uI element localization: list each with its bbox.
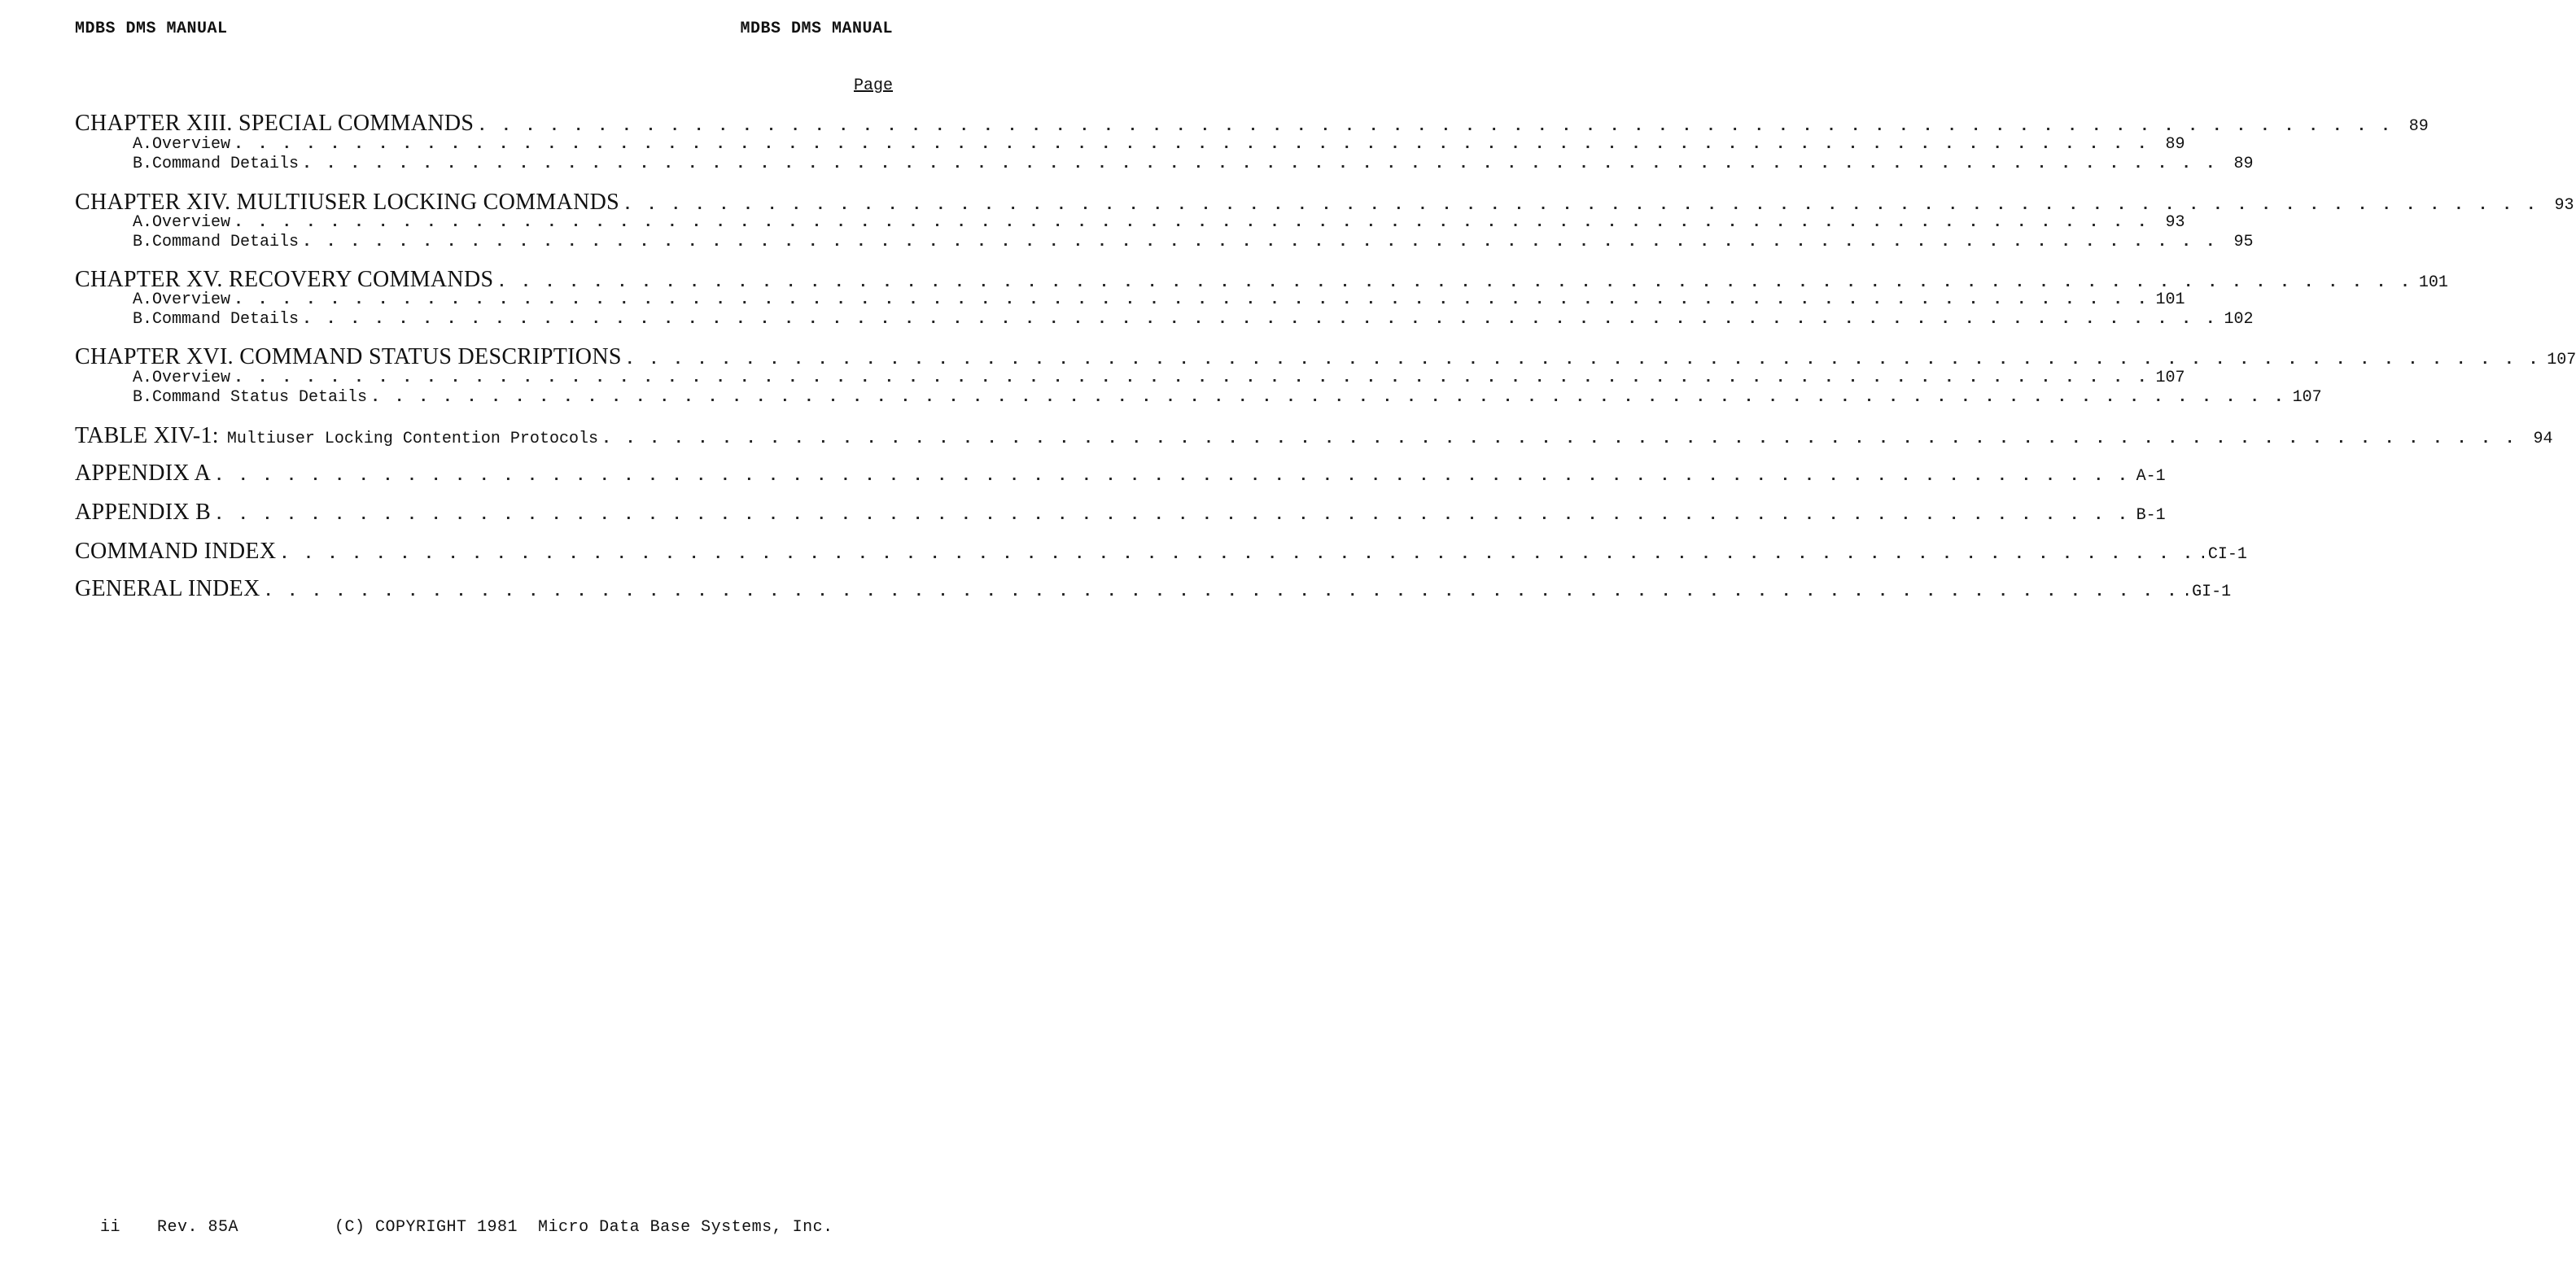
toc-entry-ch16-overview[interactable] (133, 369, 2185, 387)
toc-page-number: 107 (2155, 369, 2185, 387)
toc-chapter-title: CHAPTER XIV. MULTIUSER LOCKING COMMANDS (75, 190, 619, 215)
toc-entry-ch14-command-details[interactable] (133, 233, 2254, 251)
toc-section-title: Overview (152, 290, 231, 309)
toc-entry-ch14-overview[interactable] (133, 213, 2185, 232)
toc-index-title: COMMAND INDEX (75, 539, 277, 564)
toc-page-number: 95 (2233, 233, 2254, 251)
toc-section-title: Command Details (152, 155, 300, 173)
toc-section-letter: B. (133, 233, 153, 251)
toc-appendix-title: APPENDIX B (75, 500, 212, 525)
toc-section-title: Overview (152, 213, 231, 232)
toc-section-title: Overview (152, 135, 231, 154)
dot-leader: . . . . . . . . . . . . . . . . . . . . . . . . . . . . . . . . . . . . . . . . . . . . . . . . . . . . . . . . . . . . . . . . . . . . . . . . . . . . . . . . (234, 213, 2150, 232)
toc-section-letter: A. (133, 213, 153, 232)
toc-section-letter: A. (133, 135, 153, 154)
toc-chapter-title: CHAPTER XV. RECOVERY COMMANDS (75, 267, 494, 292)
toc-section-title: Command Status Details (152, 388, 368, 407)
toc-section-letter: B. (133, 155, 153, 173)
toc-section-letter: A. (133, 369, 153, 387)
toc-page-number: 89 (2408, 117, 2429, 136)
toc-page-number: 89 (2165, 135, 2185, 154)
toc-entry-chapter-15[interactable] (75, 267, 2448, 293)
toc-entry-chapter-16[interactable] (75, 344, 2576, 370)
footer-revision: Rev. 85A (157, 1218, 239, 1237)
dot-leader: . . . . . . . . . . . . . . . . . . . . . . . . . . . . . . . . . . . . . . . . . . . . . . . . . . . . . . . . . . . . . . . . . . . . . . . . . . . . . . . . (623, 196, 2539, 215)
toc-section-letter: B. (133, 388, 153, 407)
toc-entry-appendix-b[interactable] (75, 500, 2166, 526)
toc-page-number: 107 (2547, 351, 2576, 369)
toc-entry-ch16-command-status-details[interactable] (133, 388, 2322, 407)
toc-page-number: 89 (2233, 155, 2254, 173)
toc-entry-command-index[interactable] (75, 539, 2247, 565)
toc-page-number: 93 (2165, 213, 2185, 232)
footer-page-number: ii (100, 1218, 121, 1237)
toc-section-title: Overview (152, 369, 231, 387)
toc-entry-ch15-command-details[interactable] (133, 310, 2254, 329)
dot-leader: . . . . . . . . . . . . . . . . . . . . . . . . . . . . . . . . . . . . . . . . . . . . . . . . . . . . . . . . . . . . . . . . . . . . . . . . . . . . . . . . (234, 369, 2150, 387)
dot-leader: . . . . . . . . . . . . . . . . . . . . . . . . . . . . . . . . . . . . . . . . . . . . . . . . . . . . . . . . . . . . . . . . . . . . . . . . . . . . . . . . (214, 506, 2130, 525)
toc-page-number: .GI-1 (2182, 583, 2232, 601)
dot-leader: . . . . . . . . . . . . . . . . . . . . . . . . . . . . . . . . . . . . . . . . . . . . . . . . . . . . . . . . . . . . . . . . . . . . . . . . . . . . . . . . (477, 117, 2393, 136)
dot-leader: . . . . . . . . . . . . . . . . . . . . . . . . . . . . . . . . . . . . . . . . . . . . . . . . . . . . . . . . . . . . . . . . . . . . . . . . . . . . . . . . (234, 135, 2150, 154)
toc-page-number: 102 (2224, 310, 2254, 329)
toc-entry-chapter-14[interactable] (75, 190, 2574, 216)
footer-copyright: (C) COPYRIGHT 1981 Micro Data Base Systems, Inc. (335, 1218, 833, 1237)
dot-leader: . . . . . . . . . . . . . . . . . . . . . . . . . . . . . . . . . . . . . . . . . . . . . . . . . . . . . . . . . . . . . . . . . . . . . . . . . . . . . . . . (302, 310, 2218, 329)
toc-entry-table-14-1[interactable] (75, 423, 2553, 449)
toc-page-number: 101 (2418, 273, 2448, 292)
toc-entry-general-index[interactable] (75, 576, 2232, 602)
toc-appendix-title: APPENDIX A (75, 461, 212, 486)
dot-leader: . . . . . . . . . . . . . . . . . . . . . . . . . . . . . . . . . . . . . . . . . . . . . . . . . . . . . . . . . . . . . . . . . . . . . . . . . . . . . . . . (279, 545, 2195, 564)
dot-leader: . . . . . . . . . . . . . . . . . . . . . . . . . . . . . . . . . . . . . . . . . . . . . . . . . . . . . . . . . . . . . . . . . . . . . . . . . . . . . . . . (496, 273, 2412, 292)
toc-entry-appendix-a[interactable] (75, 461, 2166, 487)
dot-leader: . . . . . . . . . . . . . . . . . . . . . . . . . . . . . . . . . . . . . . . . . . . . . . . . . . . . . . . . . . . . . . . . . . . . . . . . . . . . . . . . (370, 388, 2286, 407)
toc-entry-ch13-command-details[interactable] (133, 155, 2254, 173)
toc-page-number: .CI-1 (2198, 545, 2247, 564)
toc-page-number: 93 (2554, 196, 2574, 215)
page-footer (80, 1199, 833, 1237)
toc-table-title: Multiuser Locking Contention Protocols (226, 430, 598, 448)
page-column-label: Page (853, 76, 893, 95)
toc-page-number: 94 (2533, 430, 2553, 448)
dot-leader: . . . . . . . . . . . . . . . . . . . . . . . . . . . . . . . . . . . . . . . . . . . . . . . . . . . . . . . . . . . . . . . . . . . . . . . . . . . . . . . . (601, 430, 2517, 448)
running-header-left: MDBS DMS MANUAL (75, 20, 228, 38)
toc-section-title: Command Details (152, 310, 300, 329)
toc-entry-chapter-13[interactable] (75, 111, 2429, 137)
running-header-right: MDBS DMS MANUAL (740, 20, 893, 38)
toc-section-letter: A. (133, 290, 153, 309)
toc-entry-ch15-overview[interactable] (133, 290, 2185, 309)
toc-chapter-title: CHAPTER XVI. COMMAND STATUS DESCRIPTIONS (75, 344, 622, 369)
dot-leader: . . . . . . . . . . . . . . . . . . . . . . . . . . . . . . . . . . . . . . . . . . . . . . . . . . . . . . . . . . . . . . . . . . . . . . . . . . . . . . . . (214, 467, 2130, 486)
toc-page-number: 101 (2155, 290, 2185, 309)
toc-index-title: GENERAL INDEX (75, 576, 260, 601)
toc-page-number: B-1 (2136, 506, 2166, 525)
toc-page-number: 107 (2292, 388, 2322, 407)
toc-section-title: Command Details (152, 233, 300, 251)
dot-leader: . . . . . . . . . . . . . . . . . . . . . . . . . . . . . . . . . . . . . . . . . . . . . . . . . . . . . . . . . . . . . . . . . . . . . . . . . . . . . . . . (234, 290, 2150, 309)
toc-table-label: TABLE XIV-1: (75, 423, 219, 448)
toc-chapter-title: CHAPTER XIII. SPECIAL COMMANDS (75, 111, 475, 136)
dot-leader: . . . . . . . . . . . . . . . . . . . . . . . . . . . . . . . . . . . . . . . . . . . . . . . . . . . . . . . . . . . . . . . . . . . . . . . . . . . . . . . . (302, 233, 2218, 251)
dot-leader: . . . . . . . . . . . . . . . . . . . . . . . . . . . . . . . . . . . . . . . . . . . . . . . . . . . . . . . . . . . . . . . . . . . . . . . . . . . . . . . . (624, 351, 2541, 369)
dot-leader: . . . . . . . . . . . . . . . . . . . . . . . . . . . . . . . . . . . . . . . . . . . . . . . . . . . . . . . . . . . . . . . . . . . . . . . . . . . . . . . . (263, 583, 2180, 601)
toc-entry-ch13-overview[interactable] (133, 135, 2185, 154)
dot-leader: . . . . . . . . . . . . . . . . . . . . . . . . . . . . . . . . . . . . . . . . . . . . . . . . . . . . . . . . . . . . . . . . . . . . . . . . . . . . . . . . (302, 155, 2218, 173)
toc-section-letter: B. (133, 310, 153, 329)
toc-page-number: A-1 (2136, 467, 2166, 486)
